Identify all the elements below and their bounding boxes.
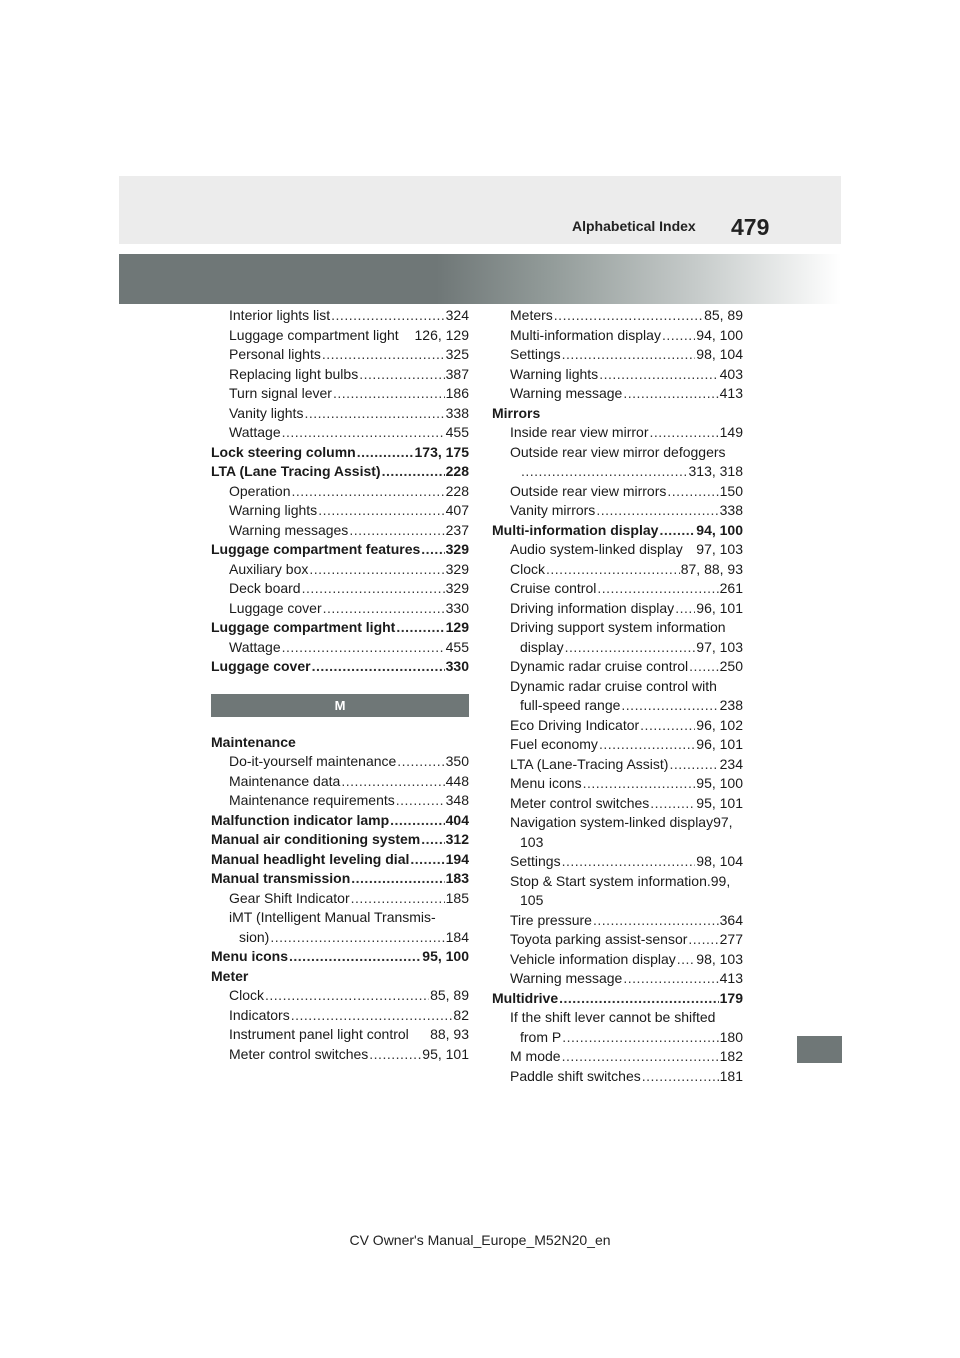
entry-page-ref: 183	[445, 870, 469, 886]
dot-leader	[554, 306, 703, 326]
index-entry-line: Outside rear view mirror defoggers	[510, 443, 726, 460]
dot-leader	[357, 443, 414, 463]
index-sub-entry	[211, 384, 469, 404]
entry-term: full-speed range	[520, 697, 621, 713]
index-entry-line: Navigation system-linked display97,	[510, 814, 733, 830]
dot-leader	[421, 540, 444, 560]
entry-page-ref: 329	[445, 541, 469, 557]
index-main-entry	[211, 462, 469, 482]
dot-leader	[359, 365, 444, 385]
index-main-entry	[211, 850, 469, 870]
entry-page-ref: 95, 100	[422, 948, 469, 964]
entry-page-ref: 455	[445, 424, 469, 440]
entry-page-ref: 330	[445, 599, 469, 616]
entry-page-ref: 129	[445, 619, 469, 635]
entry-term: Fuel economy	[510, 736, 598, 752]
entry-term: Meters	[510, 307, 553, 323]
dot-leader	[291, 482, 444, 502]
index-sub-entry	[492, 969, 743, 989]
dot-leader	[390, 811, 445, 831]
section-tab-marker	[797, 1036, 842, 1063]
index-sub-entry	[211, 345, 469, 365]
entry-page-ref: 182	[719, 1048, 743, 1064]
section-title: Alphabetical Index	[572, 218, 696, 234]
index-main-entry	[492, 989, 743, 1009]
entry-page-ref: 413	[719, 970, 743, 986]
entry-term: Luggage cover	[229, 599, 322, 616]
entry-term: Gear Shift Indicator	[229, 889, 350, 906]
entry-term: Operation	[229, 482, 291, 499]
header-gradient-bar	[119, 254, 841, 304]
index-sub-entry	[492, 716, 743, 736]
dot-leader	[562, 345, 696, 365]
entry-page-ref: 85, 89	[430, 987, 469, 1003]
entry-term: Menu icons	[211, 948, 289, 964]
entry-page-ref: 95, 101	[696, 794, 743, 811]
entry-term: Maintenance requirements	[229, 792, 395, 808]
entry-term: Multi-information display	[510, 326, 661, 343]
index-sub-entry	[211, 638, 469, 658]
index-main-entry	[211, 869, 469, 889]
entry-term: Manual headlight leveling dial	[211, 850, 410, 867]
entry-term: LTA (Lane-Tracing Assist)	[510, 755, 669, 772]
entry-page-ref: 350	[445, 753, 469, 769]
dot-leader	[689, 657, 718, 677]
entry-page-ref: 330	[445, 658, 469, 674]
dot-leader	[351, 869, 444, 889]
entry-page-ref: 97, 103	[696, 638, 743, 655]
entry-term: Manual transmission	[211, 870, 351, 886]
entry-page-ref: 448	[445, 772, 469, 789]
entry-page-ref: 364	[719, 911, 743, 928]
index-sub-entry	[492, 599, 743, 619]
dot-leader	[640, 716, 695, 736]
index-heading: Maintenance	[211, 733, 296, 750]
entry-term: Personal lights	[229, 346, 321, 362]
entry-term: Inside rear view mirror	[510, 424, 649, 440]
index-sub-entry	[211, 306, 469, 326]
index-heading: Mirrors	[492, 404, 541, 421]
entry-page-ref: 149	[719, 424, 743, 440]
index-sub-entry	[492, 384, 743, 404]
index-main-entry	[492, 521, 743, 541]
index-sub-entry	[492, 930, 743, 950]
index-entry-line: Stop & Start system information.99,	[510, 872, 731, 889]
entry-page-ref: 95, 101	[422, 1045, 469, 1062]
index-sub-entry	[492, 540, 743, 560]
index-sub-entry	[211, 1025, 469, 1045]
entry-page-ref: 338	[445, 404, 469, 421]
dot-leader	[397, 752, 444, 772]
entry-term: LTA (Lane Tracing Assist)	[211, 463, 381, 479]
entry-term: Replacing light bulbs	[229, 365, 359, 382]
dot-leader	[331, 306, 444, 326]
dot-leader	[322, 345, 445, 365]
dot-leader	[650, 794, 695, 814]
index-column-left	[211, 306, 469, 1064]
index-sub-entry	[492, 482, 743, 502]
entry-term: M mode	[510, 1048, 561, 1064]
entry-page-ref: 348	[445, 792, 469, 808]
dot-leader	[369, 1045, 421, 1065]
index-main-entry	[211, 657, 469, 677]
entry-page-ref: 96, 102	[696, 716, 743, 733]
dot-leader	[562, 852, 696, 872]
index-main-entry	[211, 540, 469, 560]
entry-term: Outside rear view mirrors	[510, 482, 667, 499]
index-sub-entry	[492, 852, 743, 872]
entry-page-ref: 312	[445, 831, 469, 847]
entry-page-ref: 98, 104	[696, 346, 743, 362]
entry-page-ref: 95, 100	[696, 775, 743, 791]
dot-leader	[621, 696, 718, 716]
entry-term: Auxiliary box	[229, 560, 309, 577]
index-sub-entry	[211, 928, 469, 948]
index-sub-entry	[492, 755, 743, 775]
entry-page-ref: 179	[719, 989, 743, 1006]
entry-term: Audio system-linked display	[510, 541, 683, 557]
index-sub-entry	[211, 501, 469, 521]
entry-page-ref: 82	[453, 1006, 469, 1023]
entry-page-ref: 324	[445, 307, 469, 323]
entry-term: Malfunction indicator lamp	[211, 811, 390, 828]
dot-leader	[677, 950, 696, 970]
entry-term: Multidrive	[492, 989, 559, 1006]
entry-page-ref: 277	[719, 931, 743, 947]
index-sub-entry	[211, 752, 469, 772]
entry-term: Wattage	[229, 638, 281, 655]
entry-term: Tire pressure	[510, 911, 592, 928]
index-sub-entry	[492, 794, 743, 814]
entry-page-ref: 87, 88, 93	[680, 560, 743, 577]
entry-term: Manual air conditioning system	[211, 831, 421, 847]
letter-header-m: M	[211, 694, 469, 717]
dot-leader	[596, 501, 718, 521]
index-sub-entry	[492, 735, 743, 755]
entry-page-ref: 407	[445, 502, 469, 518]
dot-leader	[351, 889, 445, 909]
entry-term: Clock	[510, 560, 546, 577]
entry-term: Luggage compartment light	[229, 326, 399, 343]
index-sub-entry	[492, 1047, 743, 1067]
entry-term: Luggage compartment features	[211, 541, 421, 557]
index-main-entry	[211, 947, 469, 967]
entry-term: Warning messages	[229, 521, 349, 538]
entry-term: Lock steering column	[211, 443, 356, 460]
dot-leader	[349, 521, 444, 541]
dot-leader	[593, 911, 719, 931]
entry-term: Interior lights list	[229, 307, 331, 323]
entry-page-ref: 186	[445, 385, 469, 401]
entry-term: Cruise control	[510, 580, 597, 596]
entry-page-ref: 96, 101	[696, 599, 743, 616]
entry-term: display	[520, 638, 564, 655]
index-sub-entry	[211, 482, 469, 502]
entry-page-ref: 413	[719, 385, 743, 401]
dot-leader	[421, 830, 444, 850]
dot-leader	[642, 1067, 719, 1087]
entry-term: from P	[520, 1028, 562, 1045]
dot-leader	[583, 774, 696, 794]
entry-page-ref: 185	[445, 889, 469, 906]
entry-term: Luggage cover	[211, 658, 311, 674]
entry-term: Eco Driving Indicator	[510, 716, 640, 733]
entry-term: Indicators	[229, 1006, 290, 1023]
index-sub-entry	[211, 326, 469, 346]
entry-term: Wattage	[229, 424, 281, 440]
dot-leader	[318, 501, 444, 521]
index-sub-entry	[492, 345, 743, 365]
entry-page-ref: 404	[445, 811, 469, 828]
entry-term: Meter control switches	[510, 794, 650, 811]
entry-term: Vehicle information display	[510, 950, 676, 967]
index-sub-entry	[492, 462, 743, 482]
dot-leader	[597, 579, 718, 599]
footer-manual-id: CV Owner's Manual_Europe_M52N20_en	[349, 1232, 611, 1248]
entry-page-ref: 126, 129	[414, 326, 469, 343]
dot-leader	[659, 521, 695, 541]
index-sub-entry	[492, 1028, 743, 1048]
index-sub-entry	[492, 306, 743, 326]
dot-leader	[304, 404, 444, 424]
index-sub-entry	[492, 696, 743, 716]
entry-term: Dynamic radar cruise control	[510, 658, 689, 674]
dot-leader	[282, 638, 445, 658]
dot-leader	[265, 986, 429, 1006]
dot-leader	[410, 850, 444, 870]
index-entry-line: Dynamic radar cruise control with	[510, 677, 717, 694]
dot-leader	[521, 462, 688, 482]
index-sub-entry	[492, 657, 743, 677]
entry-page-ref: 329	[445, 560, 469, 577]
index-entries-m-section	[211, 733, 469, 1065]
entry-term: Luggage compartment light	[211, 619, 396, 635]
index-sub-entry	[492, 423, 743, 443]
entry-term: Warning message	[510, 970, 623, 986]
dot-leader	[323, 599, 445, 619]
entry-page-ref: 94, 100	[696, 326, 743, 343]
index-sub-entry	[211, 791, 469, 811]
index-sub-entry	[211, 599, 469, 619]
dot-leader	[662, 326, 695, 346]
entry-term: Maintenance data	[229, 772, 341, 789]
index-entry-line: iMT (Intelligent Manual Transmis-	[229, 909, 436, 925]
entry-page-ref: 181	[719, 1067, 743, 1084]
index-main-entry	[211, 443, 469, 463]
index-sub-entry	[211, 579, 469, 599]
index-sub-entry	[492, 950, 743, 970]
entry-page-ref: 329	[445, 580, 469, 596]
entry-page-ref: 455	[445, 638, 469, 655]
entry-term: Driving information display	[510, 599, 675, 616]
entry-page-ref: 88, 93	[430, 1026, 469, 1042]
dot-leader	[291, 1006, 453, 1026]
index-sub-entry	[211, 889, 469, 909]
entry-page-ref: 194	[445, 850, 469, 867]
entry-page-ref: 403	[719, 365, 743, 382]
entry-term: Do-it-yourself maintenance	[229, 753, 397, 769]
index-main-entry	[211, 830, 469, 850]
entry-term: Turn signal lever	[229, 385, 332, 401]
index-sub-entry	[211, 560, 469, 580]
index-main-entry	[211, 618, 469, 638]
entry-page-ref: 250	[719, 658, 743, 674]
entry-page-ref: 96, 101	[696, 736, 743, 752]
entry-page-ref: 97, 103	[696, 541, 743, 557]
index-sub-entry	[492, 638, 743, 658]
index-sub-entry	[211, 1006, 469, 1026]
dot-leader	[599, 365, 718, 385]
entry-page-ref: 94, 100	[696, 521, 743, 538]
index-sub-entry	[211, 404, 469, 424]
entry-term: Warning message	[510, 385, 623, 401]
entry-term: Deck board	[229, 580, 301, 596]
entry-term: Multi-information display	[492, 521, 659, 538]
entry-page-ref: 173, 175	[414, 443, 469, 460]
entry-term: Vanity mirrors	[510, 502, 596, 518]
index-heading: Meter	[211, 967, 249, 984]
index-entry-line: 105	[520, 892, 544, 908]
entry-page-ref: 98, 103	[696, 950, 743, 967]
dot-leader	[623, 384, 718, 404]
dot-leader	[562, 1047, 719, 1067]
dot-leader	[289, 947, 421, 967]
entry-term: Clock	[229, 987, 265, 1003]
dot-leader	[649, 423, 718, 443]
entry-page-ref: 313, 318	[688, 463, 743, 479]
index-entries-m-continued	[492, 306, 743, 1086]
index-sub-entry	[492, 911, 743, 931]
dot-leader	[341, 772, 444, 792]
index-entry-line: Driving support system information	[510, 619, 726, 635]
entry-term: Meter control switches	[229, 1045, 369, 1062]
entry-term: Warning lights	[229, 502, 318, 518]
index-column-right	[492, 306, 743, 1086]
entry-term: Vanity lights	[229, 404, 304, 421]
dot-leader	[562, 1028, 718, 1048]
dot-leader	[282, 423, 445, 443]
index-sub-entry	[492, 579, 743, 599]
dot-leader	[546, 560, 680, 580]
index-sub-entry	[492, 365, 743, 385]
entry-page-ref: 237	[445, 521, 469, 538]
entry-page-ref: 261	[719, 580, 743, 596]
entry-page-ref: 98, 104	[696, 853, 743, 869]
dot-leader	[675, 599, 695, 619]
dot-leader	[270, 928, 444, 948]
entry-page-ref: 85, 89	[704, 307, 743, 323]
entry-term: Instrument panel light control	[229, 1026, 409, 1042]
dot-leader	[333, 384, 445, 404]
entry-page-ref: 184	[445, 928, 469, 945]
index-entries-l-section	[211, 306, 469, 677]
entry-term: Paddle shift switches	[510, 1067, 641, 1084]
index-sub-entry	[211, 986, 469, 1006]
index-sub-entry	[492, 774, 743, 794]
dot-leader	[667, 482, 718, 502]
dot-leader	[309, 560, 444, 580]
entry-page-ref: 238	[719, 697, 743, 713]
entry-term: Toyota parking assist-sensor	[510, 931, 688, 947]
page-number: 479	[731, 214, 770, 240]
dot-leader	[312, 657, 445, 677]
entry-term: sion)	[239, 928, 270, 945]
index-sub-entry	[211, 772, 469, 792]
dot-leader	[565, 638, 696, 658]
index-entry-line: 103	[520, 833, 544, 850]
entry-page-ref: 387	[445, 365, 469, 382]
entry-page-ref: 234	[719, 755, 743, 772]
dot-leader	[669, 755, 718, 775]
index-sub-entry	[492, 1067, 743, 1087]
index-sub-entry	[211, 1045, 469, 1065]
dot-leader	[559, 989, 719, 1009]
dot-leader	[688, 930, 718, 950]
dot-leader	[599, 735, 695, 755]
entry-page-ref: 228	[445, 482, 469, 499]
index-sub-entry	[211, 521, 469, 541]
entry-term: Menu icons	[510, 775, 582, 791]
entry-page-ref: 338	[719, 502, 743, 518]
index-sub-entry	[492, 326, 743, 346]
index-sub-entry	[211, 423, 469, 443]
index-sub-entry	[492, 501, 743, 521]
entry-term: Settings	[510, 853, 561, 869]
entry-page-ref: 325	[445, 346, 469, 362]
entry-page-ref: 228	[445, 463, 469, 479]
entry-term: Settings	[510, 346, 561, 362]
entry-page-ref: 180	[719, 1028, 743, 1045]
index-sub-entry	[211, 365, 469, 385]
index-sub-entry	[492, 560, 743, 580]
dot-leader	[396, 618, 444, 638]
dot-leader	[396, 791, 445, 811]
entry-term: Warning lights	[510, 365, 599, 382]
index-main-entry	[211, 811, 469, 831]
dot-leader	[302, 579, 445, 599]
dot-leader	[623, 969, 718, 989]
entry-page-ref: 150	[719, 482, 743, 499]
dot-leader	[382, 462, 445, 482]
index-entry-line: If the shift lever cannot be shifted	[510, 1009, 716, 1025]
